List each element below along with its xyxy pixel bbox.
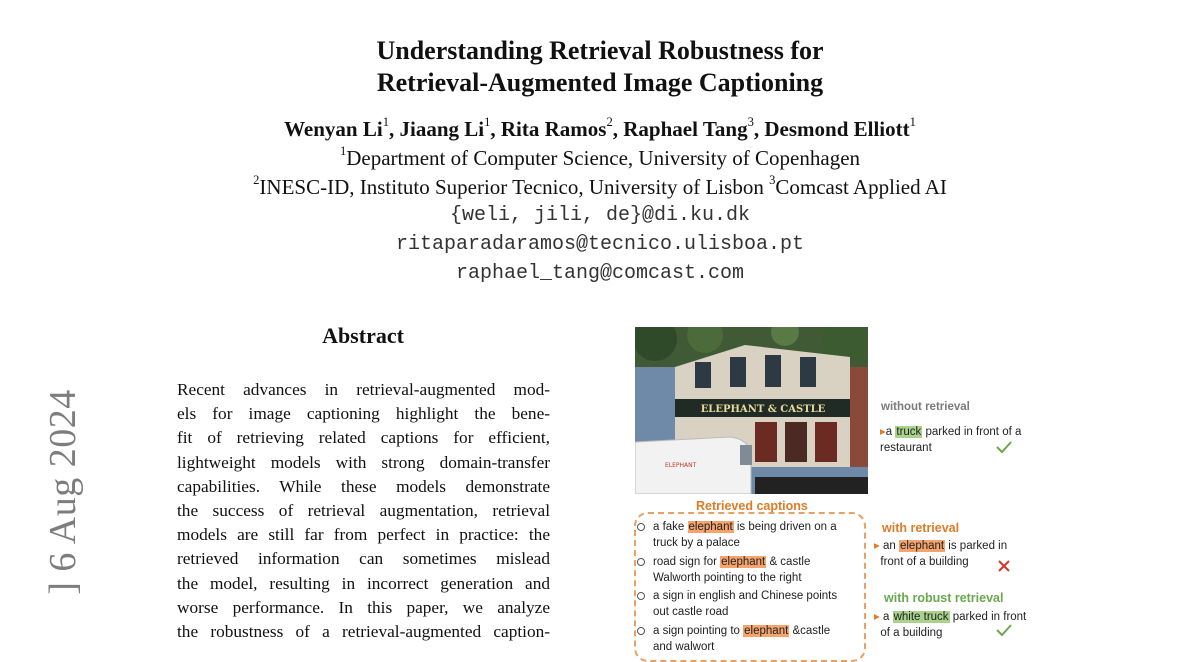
with-retrieval-label: with retrieval — [882, 521, 960, 535]
list-bullet — [637, 627, 645, 635]
robust-retrieval-caption: ▸ a white truck parked in front of a building — [874, 611, 1027, 639]
list-bullet — [637, 592, 645, 600]
affiliation-1: $^1$Department of Computer Science, University of Copenhagen — [339, 144, 861, 170]
figure-photo — [635, 327, 868, 494]
with-retrieval-caption: ▸ an elephant is parked in front of a building — [874, 540, 1008, 568]
abstract-line: capabilities. While these models demonstrate — [177, 476, 550, 496]
list-bullet — [637, 558, 645, 566]
author: Jiaang Li$^1$ — [399, 115, 491, 141]
photo-sign-text: ELEPHANT & CASTLE — [700, 404, 826, 415]
retrieved-caption-item: a sign in english and Chinese points out castle road — [653, 590, 838, 618]
abstract-line: worse performance. In this paper, we analyze — [177, 597, 550, 617]
retrieved-caption-item: road sign for elephant & castle Walworth pointing to the right — [653, 556, 811, 584]
abstract-line: the robustness of a retrieval-augmented caption- — [177, 622, 550, 642]
email-line: {weli, jili, de}@di.ku.dk — [449, 204, 751, 227]
retrieved-caption-item: a fake elephant is being driven on a truck by a palace — [653, 521, 837, 549]
svg-text:ELEPHANT: ELEPHANT — [665, 462, 697, 469]
paper-title — [0, 35, 1200, 99]
abstract-line: models are still far from perfect in practice: the — [177, 525, 550, 545]
email-line: ritaparadaramos@tecnico.ulisboa.pt — [395, 233, 805, 256]
abstract-line: retrieved information can sometimes mislead — [177, 549, 550, 569]
abstract-line: Recent advances in retrieval-augmented mod- — [177, 380, 550, 399]
title-line-1: Understanding Retrieval Robustness for — [376, 36, 824, 65]
author: Desmond Elliott$^1$ — [764, 115, 916, 141]
abstract-line: the model, resulting in incorrect generation and — [177, 573, 550, 593]
abstract-heading: Abstract — [322, 323, 404, 348]
author: Wenyan Li$^1$ — [284, 115, 389, 141]
retrieved-caption-item: a sign pointing to elephant &castle and walwort — [653, 625, 831, 653]
email-line: raphael_tang@comcast.com — [455, 262, 745, 285]
arxiv-date-stamp: ] 6 Aug 2024 — [41, 389, 84, 595]
list-bullet — [637, 523, 645, 531]
abstract-body — [177, 378, 550, 644]
without-retrieval-label: without retrieval — [881, 401, 970, 413]
check-icon — [995, 623, 1013, 637]
author: Raphael Tang$^3$ — [623, 115, 754, 141]
retrieved-captions-title: Retrieved captions — [696, 499, 808, 513]
cross-icon — [997, 559, 1011, 573]
affiliation-2: $^2$INESC-ID, Instituto Superior Tecnico, University of Lisbon $^3$Comcast Applied AI — [253, 173, 947, 199]
title-line-2: Retrieval-Augmented Image Captioning — [376, 68, 824, 97]
robust-retrieval-label: with robust retrieval — [884, 591, 1004, 605]
abstract-line: els for image captioning highlight the bene- — [177, 404, 550, 424]
author: Rita Ramos$^2$ — [500, 115, 613, 141]
abstract-line: lightweight models with strong domain-transfer — [177, 452, 550, 472]
abstract-line: the success of retrieval augmentation, retrieval — [177, 501, 550, 521]
check-icon — [995, 440, 1013, 454]
without-retrieval-caption: ▸a truck parked in front of a restaurant — [880, 426, 1022, 454]
abstract-line: fit of retrieving related captions for efficient, — [177, 428, 550, 448]
author-list: Wenyan Li$^1$, Jiaang Li$^1$, Rita Ramos$^2$, Raphael Tang$^3$, Desmond Elliott$^1$ — [284, 115, 916, 141]
